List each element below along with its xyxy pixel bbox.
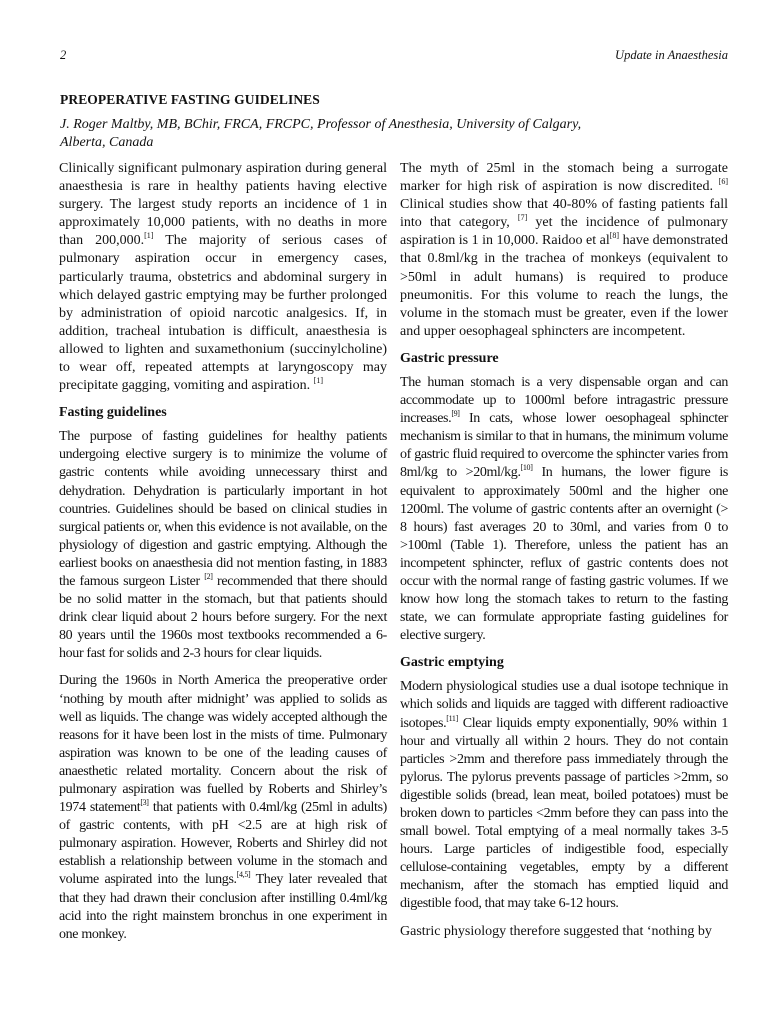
paragraph: The human stomach is a very dispensable organ and can accommodate up to 1000ml before intragastric pressure increases.[9] In cats, whose lower oesophageal sphincter mechanism is similar to that in humans, the minimum volume of gastric fluid required to overcome the sphincter varies from 8ml/kg to >20ml/kg.[10] In humans, the lower figure is equivalent to approximately 500ml and the higher one 1200ml. The volume of gastric contents after an overnight (> 8 hours) fast averages 20 to 30ml, and varies from 0 to >100ml (Table 1). Therefore, unless the patient has an incompetent sphincter, reflux of gastric contents does not occur with the normal range of fasting gastric volumes. If we know how long the stomach takes to return to the fasting state, we can formulate appropriate fasting guidelines for elective surgery.: [400, 374, 728, 644]
paragraph: Gastric physiology therefore suggested that ‘nothing by: [400, 923, 712, 939]
paragraph: During the 1960s in North America the preoperative order ‘nothing by mouth after midnight’ was applied to solids as well as liquids. The change was widely accepted although the reasons for it have been lost in the mists of time. Pulmonary aspiration was known to be one of the leading causes of anaesthetic related mortality. Concern about the risk of pulmonary aspiration was fuelled by Roberts and Shirley’s 1974 statement[3] that patients with 0.4ml/kg (25ml in adults) of gastric contents, with pH <2.5 are at high risk of pulmonary aspiration. However, Roberts and Shirley did not establish a relationship between volume in the stomach and volume aspirated into the lungs.[4,5] They later revealed that that they had drawn their conclusion after instilling 0.4ml/kg acid into the right mainstem bronchus in one experiment in one monkey.: [59, 673, 387, 942]
section-heading-gastric-pressure: Gastric pressure: [400, 350, 499, 366]
journal-title: Update in Anaesthesia: [615, 48, 728, 62]
citation: [3]: [140, 798, 149, 808]
citation: [7]: [517, 213, 528, 223]
citation: [6]: [718, 177, 728, 187]
left-column: [59, 160, 387, 953]
author-line-2: Alberta, Canada: [60, 135, 154, 150]
author-line-1: J. Roger Maltby, MB, BChir, FRCA, FRCPC, Professor of Anesthesia, University of Calgary,: [60, 117, 582, 132]
citation: [9]: [451, 409, 460, 419]
paragraph: The myth of 25ml in the stomach being a surrogate marker for high risk of aspiration is now discredited. [6] Clinical studies show that 40-80% of fasting patients fall into that category, [7] yet the incidence of pulmonary aspiration is 1 in 10,000. Raidoo et al[8] have demonstrated that 0.8ml/kg in the trachea of monkeys (equivalent to >50ml in adult humans) is required to produce pneumonitis. For this volume to reach the lungs, the volume in the stomach must be greater, even if the lower and upper oesophageal sphincters are incompetent.: [400, 161, 728, 339]
citation: [1]: [313, 376, 323, 386]
citation: [8]: [609, 231, 620, 241]
page-number: 2: [60, 48, 67, 62]
paragraph: The purpose of fasting guidelines for healthy patients undergoing elective surgery is to minimize the volume of gastric contents while avoiding unnecessary thirst and dehydration. Dehydration is particularly important in hot countries. Guidelines should be based on clinical studies in surgical patients or, when this evidence is not available, on the physiology of digestion and gastric emptying. Although the earliest books on anaesthesia did not mention fasting, in 1883 the famous surgeon Lister [2] recommended that there should be no solid matter in the stomach, but that patients should drink clear liquid about 2 hours before surgery. For the next 80 years until the 1960s most textbooks recommended a 6-hour fast for solids and 2-3 hours for clear liquids.: [59, 429, 387, 662]
citation: [2]: [204, 571, 213, 581]
citation: [11]: [446, 713, 458, 723]
citation: [10]: [520, 463, 533, 473]
author-affiliation: [60, 116, 680, 152]
paragraph: Modern physiological studies use a dual isotope technique in which solids and liquids are tagged with different radioactive isotopes.[11] Clear liquids empty exponentially, 90% within 1 hour and virtually all within 2 hours. They do not contain particles >2mm and therefore pass immediately through the pylorus. The pylorus prevents passage of particles >2mm, so digestible solids (bread, lean meat, boiled potatoes) must be broken down to particles <2mm before they can pass into the small bowel. Total emptying of a meal normally takes 3-5 hours. Large particles of indigestible food, especially cellulose-containing vegetables, empty by a different mechanism, after the stomach has emptied liquid and digestible food, that may take 6-12 hours.: [400, 679, 728, 912]
section-heading-fasting-guidelines: Fasting guidelines: [59, 405, 167, 421]
section-heading-gastric-emptying: Gastric emptying: [400, 655, 504, 671]
paragraph: Clinically significant pulmonary aspiration during general anaesthesia is rare in healthy patients having elective surgery. The largest study reports an incidence of 1 in approximately 10,000 patients, with no deaths in more than 200,000.[1] The majority of serious cases of pulmonary aspiration occur in emergency cases, particularly trauma, obstetrics and abdominal surgery in which delayed gastric emptying may be further prolonged by administration of opioid narcotic analgesics. If, in addition, tracheal intubation is difficult, anaesthesia is allowed to lighten and suxamethonium (succinylcholine) to wear off, repeated attempts at laryngoscopy may precipitate gagging, vomiting and aspiration. [1]: [59, 161, 387, 394]
running-header: [60, 48, 728, 66]
right-column: [400, 160, 728, 950]
citation: [1]: [144, 231, 154, 241]
article-title: PREOPERATIVE FASTING GUIDELINES: [60, 92, 320, 107]
citation: [4,5]: [236, 870, 251, 880]
